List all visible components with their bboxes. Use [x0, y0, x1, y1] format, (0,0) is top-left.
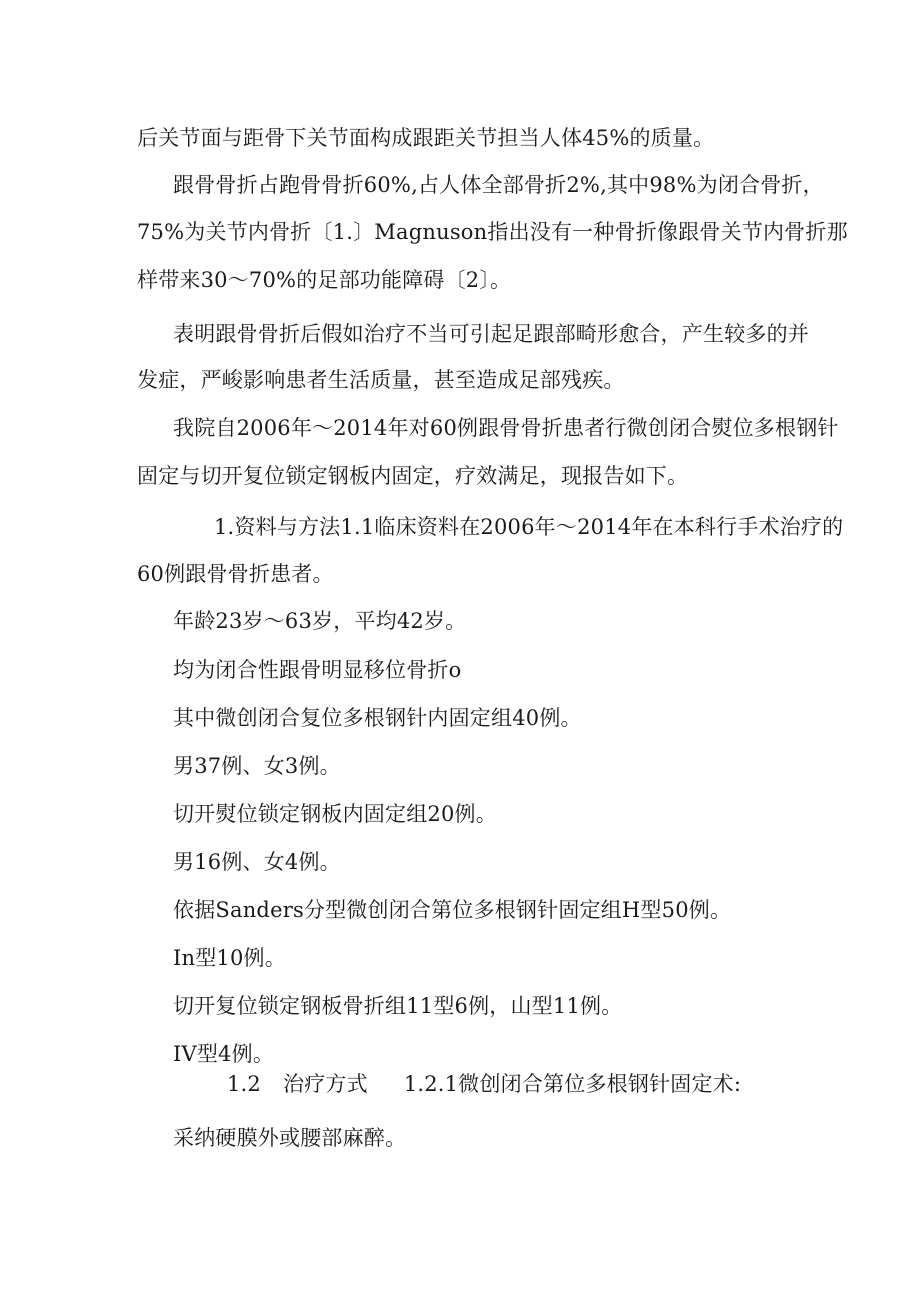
- text-line-18: In型10例。: [173, 946, 286, 970]
- text-line-12: 均为闭合性跟骨明显移位骨折o: [173, 658, 462, 682]
- text-line-11: 年龄23岁～63岁，平均42岁。: [173, 609, 467, 633]
- text-line-17: 依据Sanders分型微创闭合第位多根钢针固定组H型50例。: [173, 898, 732, 922]
- text-line-last: 采纳硬膜外或腰部麻醉。: [173, 1126, 407, 1150]
- text-line-15: 切开熨位锁定钢板内固定组20例。: [173, 802, 497, 826]
- text-line-9: 1.资料与方法1.1临床资料在2006年～2014年在本科行手术治疗的: [214, 515, 844, 539]
- text-line-2: 跟骨骨折占跑骨骨折60%,占人体全部骨折2%,其中98%为闭合骨折，: [173, 173, 824, 197]
- text-line-20: IV型4例。: [173, 1042, 275, 1066]
- text-line-4: 样带来30～70%的足部功能障碍〔2〕。: [137, 268, 512, 292]
- text-line-16: 男16例、女4例。: [173, 850, 341, 874]
- section-heading: [227, 1070, 741, 1098]
- text-line-3: 75%为关节内骨折〔1.〕Magnuson指出没有一种骨折像跟骨关节内骨折那: [137, 220, 848, 244]
- text-line-6: 发症，严峻影响患者生活质量，甚至造成足部残疾。: [137, 368, 625, 392]
- text-line-5: 表明跟骨骨折后假如治疗不当可引起足跟部畸形愈合，产生较多的并: [173, 322, 809, 346]
- subsection-title: 1.2.1微创闭合第位多根钢针固定术:: [403, 1072, 742, 1096]
- text-line-14: 男37例、女3例。: [173, 754, 341, 778]
- text-line-19: 切开复位锁定钢板骨折组11型6例，山型11例。: [173, 994, 623, 1018]
- text-line-10: 60例跟骨骨折患者。: [137, 562, 334, 586]
- text-line-7: 我院自2006年～2014年对60例跟骨骨折患者行微创闭合熨位多根钢针: [173, 416, 839, 440]
- section-number: 1.2: [227, 1072, 261, 1096]
- section-title: 治疗方式: [283, 1072, 368, 1096]
- text-line-8: 固定与切开复位锁定钢板内固定，疗效满足，现报告如下。: [137, 464, 689, 488]
- text-line-13: 其中微创闭合复位多根钢针内固定组40例。: [173, 706, 582, 730]
- text-line-1: 后关节面与距骨下关节面构成跟距关节担当人体45%的质量。: [137, 126, 715, 150]
